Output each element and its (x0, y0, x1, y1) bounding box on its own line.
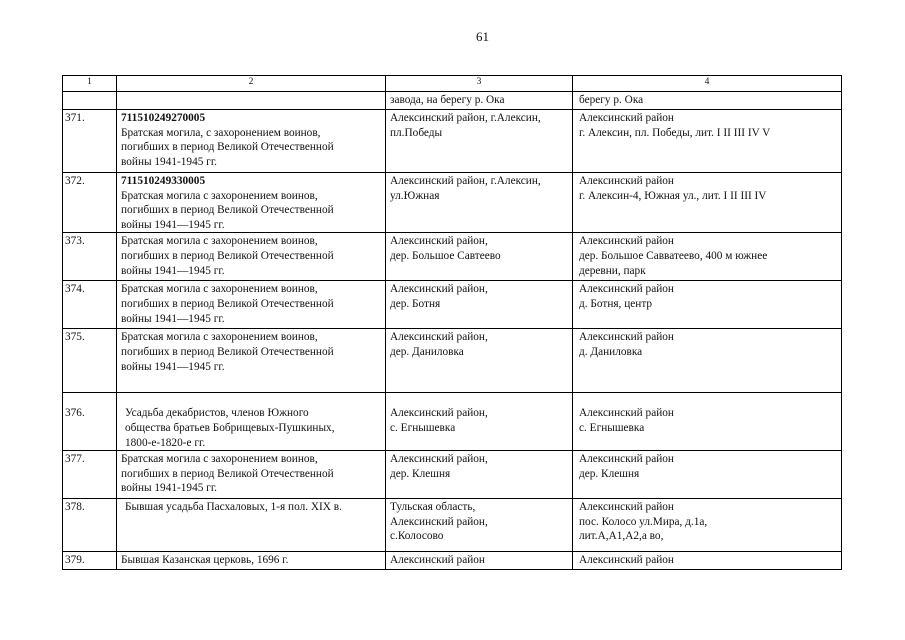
row-number: 371. (65, 112, 85, 124)
object-name-line: 1800-е-1820-е гг. (125, 436, 206, 449)
location-cell (386, 451, 573, 499)
object-name-line: Усадьба декабристов, членов Южного (125, 407, 309, 420)
table-row (63, 499, 842, 552)
address-line: дер. Клешня (579, 467, 640, 480)
object-name-line: Бывшая Казанская церковь, 1696 г. (121, 554, 289, 567)
row-number: 372. (65, 175, 85, 187)
row-number-cell (63, 329, 117, 393)
location-cell (386, 281, 573, 329)
address-line: г. Алексин-4, Южная ул., лит. I II III IV (579, 189, 767, 202)
object-name-line: погибших в период Великой Отечественной (121, 249, 334, 262)
location-line: Алексинский район, г.Алексин, (390, 112, 541, 124)
location-cell (386, 173, 573, 233)
table-row (63, 552, 842, 570)
object-name-line: войны 1941—1945 гг. (121, 264, 225, 277)
object-name-cell (117, 552, 386, 570)
address-line: Алексинский район (579, 407, 674, 420)
object-name-cell (117, 110, 386, 173)
address-cell (573, 393, 842, 451)
address-cell (573, 173, 842, 233)
row-number: 377. (65, 453, 85, 466)
row-number-cell (63, 552, 117, 570)
page-number: 61 (476, 29, 489, 44)
table-row (63, 329, 842, 393)
object-name-line: погибших в период Великой Отечественной (121, 345, 334, 358)
monuments-table (62, 75, 842, 570)
object-name-line: общества братьев Бобрищевых-Пушкиных, (125, 421, 335, 434)
column-header-3: 3 (386, 76, 573, 92)
continuation-cell-4 (573, 92, 842, 110)
row-number-cell (63, 393, 117, 451)
object-name-line: погибших в период Великой Отечественной (121, 467, 334, 480)
object-name-line: Братская могила с захоронением воинов, (121, 331, 318, 344)
address-line: Алексинский район (579, 235, 674, 248)
address-line: д. Даниловка (579, 345, 643, 358)
object-name-line: Братская могила с захоронением воинов, (121, 453, 318, 466)
address-line: пос. Колосо ул.Мира, д.1а, (579, 515, 708, 528)
table-row (63, 451, 842, 499)
column-header-1: 1 (63, 76, 117, 92)
object-name-line: войны 1941—1945 гг. (121, 360, 225, 373)
object-name-cell (117, 451, 386, 499)
row-number: 379. (65, 554, 85, 567)
location-line: с.Колосово (390, 530, 444, 543)
address-line: Алексинский район (579, 453, 674, 466)
table-body (63, 76, 842, 570)
address-line: Алексинский район (579, 331, 674, 344)
continuation-text: берегу р. Ока (579, 94, 644, 106)
object-name-cell (117, 233, 386, 281)
object-name-line: войны 1941-1945 гг. (121, 155, 218, 168)
address-cell (573, 110, 842, 173)
address-line: Алексинский район (579, 554, 674, 567)
location-line: Алексинский район, г.Алексин, (390, 175, 541, 187)
object-name-line: войны 1941-1945 гг. (121, 482, 218, 495)
row-number: 373. (65, 235, 85, 248)
row-number: 375. (65, 331, 85, 344)
object-name-line: Братская могила с захоронением воинов, (121, 189, 318, 202)
location-cell (386, 233, 573, 281)
row-number-cell (63, 110, 117, 173)
row-number-cell (63, 233, 117, 281)
table-row (63, 233, 842, 281)
address-line: Алексинский район (579, 175, 674, 187)
row-number: 378. (65, 501, 85, 514)
row-number-cell (63, 451, 117, 499)
object-name-cell (117, 281, 386, 329)
continuation-row (63, 92, 842, 110)
continuation-cell-3 (386, 92, 573, 110)
address-line: Алексинский район (579, 283, 674, 296)
location-line: пл.Победы (390, 126, 443, 139)
address-line: с. Егнышевка (579, 421, 645, 434)
location-line: Алексинский район, (390, 331, 488, 344)
location-line: с. Егнышевка (390, 421, 456, 434)
object-name-line: Бывшая усадьба Пасхаловых, 1-я пол. XIX в. (125, 501, 342, 514)
location-line: Алексинский район, (390, 407, 488, 420)
row-number: 374. (65, 283, 85, 296)
location-line: Алексинский район, (390, 453, 488, 466)
location-line: ул.Южная (390, 189, 440, 202)
continuation-cell-2 (117, 92, 386, 110)
location-line: Алексинский район, (390, 515, 488, 528)
address-cell (573, 451, 842, 499)
address-line: Алексинский район (579, 112, 674, 124)
object-name-cell (117, 499, 386, 552)
location-line: Алексинский район, (390, 235, 488, 248)
address-cell (573, 329, 842, 393)
location-line: Алексинский район (390, 554, 485, 567)
object-name-cell (117, 173, 386, 233)
object-name-cell (117, 329, 386, 393)
location-line: дер. Ботня (390, 297, 441, 310)
address-line: д. Ботня, центр (579, 297, 653, 310)
registration-number: 711510249330005 (121, 175, 206, 187)
address-line: деревни, парк (579, 264, 646, 277)
location-cell (386, 110, 573, 173)
table-row (63, 281, 842, 329)
location-line: дер. Даниловка (390, 345, 464, 358)
object-name-line: Братская могила с захоронением воинов, (121, 283, 318, 296)
address-line: лит.А,А1,А2,а во, (579, 530, 664, 543)
object-name-cell (117, 393, 386, 451)
column-header-2: 2 (117, 76, 386, 92)
row-number-cell (63, 499, 117, 552)
object-name-line: погибших в период Великой Отечественной (121, 297, 334, 310)
location-line: Алексинский район, (390, 283, 488, 296)
continuation-cell-1 (63, 92, 117, 110)
object-name-line: войны 1941—1945 гг. (121, 218, 225, 231)
table-row (63, 110, 842, 173)
address-cell (573, 499, 842, 552)
location-cell (386, 552, 573, 570)
continuation-text: завода, на берегу р. Ока (390, 94, 505, 106)
location-cell (386, 329, 573, 393)
object-name-line: погибших в период Великой Отечественной (121, 141, 334, 154)
location-cell (386, 499, 573, 552)
location-line: дер. Большое Савтеево (390, 249, 501, 262)
object-name-line: Братская могила с захоронением воинов, (121, 235, 318, 248)
address-cell (573, 233, 842, 281)
header-row (63, 76, 842, 92)
table-row (63, 393, 842, 451)
location-line: дер. Клешня (390, 467, 451, 480)
address-cell (573, 281, 842, 329)
address-line: г. Алексин, пл. Победы, лит. I II III IV V (579, 126, 771, 139)
address-line: Алексинский район (579, 501, 674, 514)
column-header-4: 4 (573, 76, 842, 92)
location-line: Тульская область, (390, 501, 476, 514)
object-name-line: погибших в период Великой Отечественной (121, 204, 334, 217)
row-number-cell (63, 281, 117, 329)
object-name-line: Братская могила, с захоронением воинов, (121, 126, 321, 139)
table-row (63, 173, 842, 233)
row-number-cell (63, 173, 117, 233)
object-name-line: войны 1941—1945 гг. (121, 312, 225, 325)
registration-number: 711510249270005 (121, 112, 206, 124)
address-cell (573, 552, 842, 570)
address-line: дер. Большое Савватеево, 400 м южнее (579, 249, 768, 262)
row-number: 376. (65, 407, 85, 420)
location-cell (386, 393, 573, 451)
